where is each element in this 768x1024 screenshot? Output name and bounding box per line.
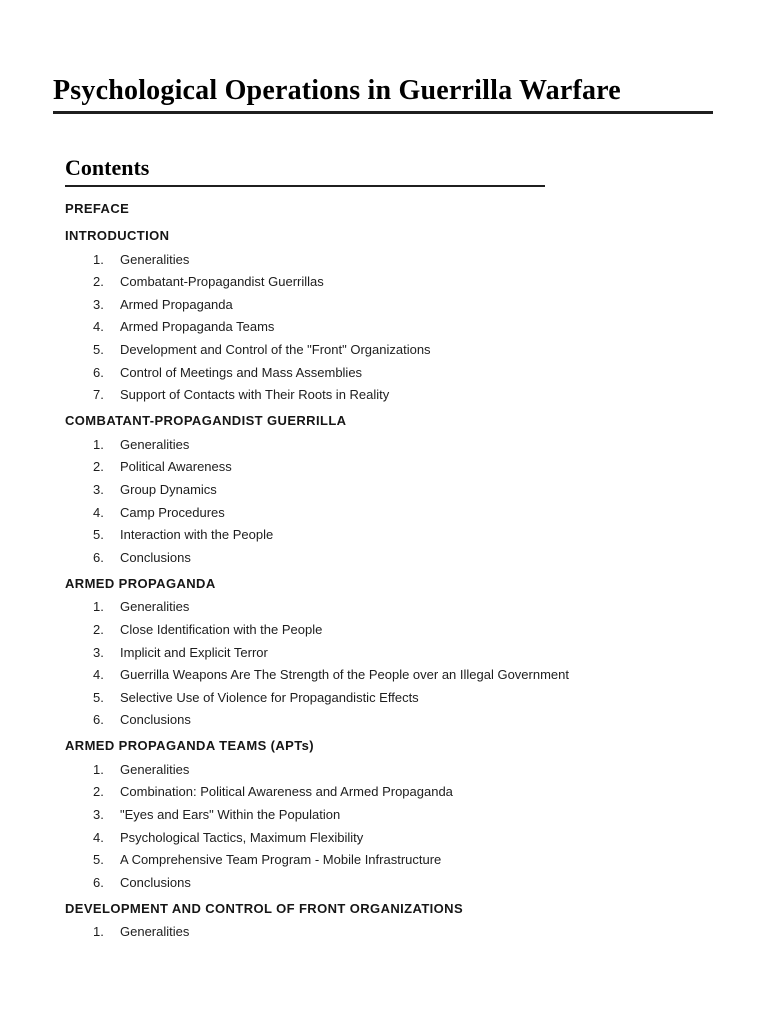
toc-item-number: 2. [93, 274, 104, 290]
toc-item-number: 4. [93, 829, 104, 845]
toc-item-label: Generalities [120, 436, 190, 452]
toc-item [65, 253, 738, 266]
toc-item [65, 831, 738, 844]
toc-item-number: 1. [93, 251, 104, 267]
toc-item-label: Generalities [120, 924, 190, 940]
toc-item-label: Combination: Political Awareness and Armed Propaganda [120, 784, 453, 800]
toc-item [65, 785, 738, 798]
toc-section-heading: COMBATANT-PROPAGANDIST GUERRILLA [65, 413, 347, 429]
toc-item-label: Conclusions [120, 549, 191, 565]
toc-item-label: Close Identification with the People [120, 621, 323, 637]
toc-item-label: Selective Use of Violence for Propagandistic Effects [120, 689, 419, 705]
toc-item [65, 438, 738, 451]
toc-item [65, 623, 738, 636]
toc-section-heading: ARMED PROPAGANDA TEAMS (APTs) [65, 738, 314, 754]
toc-item [65, 483, 738, 496]
toc-item-label: "Eyes and Ears" Within the Population [120, 807, 341, 823]
toc-item-number: 5. [93, 852, 104, 868]
toc-item-number: 1. [93, 436, 104, 452]
toc-item [65, 551, 738, 564]
toc-item-label: Armed Propaganda Teams [120, 319, 275, 335]
toc-item [65, 668, 738, 681]
toc-item-label: A Comprehensive Team Program - Mobile Infrastructure [120, 852, 442, 868]
toc-item-label: Conclusions [120, 874, 191, 890]
toc-item-label: Psychological Tactics, Maximum Flexibility [120, 829, 364, 845]
toc-item-label: Support of Contacts with Their Roots in Reality [120, 387, 390, 403]
toc-item-number: 3. [93, 481, 104, 497]
toc-item [65, 343, 738, 356]
toc-item [65, 808, 738, 821]
toc-item-number: 6. [93, 549, 104, 565]
toc-item-label: Armed Propaganda [120, 296, 233, 312]
toc-item-number: 7. [93, 387, 104, 403]
toc-item [65, 298, 738, 311]
toc-item-label: Political Awareness [120, 459, 232, 475]
toc-item-label: Generalities [120, 761, 190, 777]
toc-item-number: 5. [93, 341, 104, 357]
toc-item-label: Generalities [120, 599, 190, 615]
toc-item-number: 4. [93, 667, 104, 683]
toc-item [65, 366, 738, 379]
toc-item-label: Guerrilla Weapons Are The Strength of the People over an Illegal Government [120, 667, 570, 683]
toc-item [65, 713, 738, 726]
toc-item-number: 5. [93, 689, 104, 705]
toc-item-number: 6. [93, 364, 104, 380]
toc-item-label: Camp Procedures [120, 504, 225, 520]
toc-item [65, 528, 738, 541]
toc-item [65, 320, 738, 333]
toc-item-number: 3. [93, 296, 104, 312]
toc-section-heading: DEVELOPMENT AND CONTROL OF FRONT ORGANIZATIONS [65, 900, 464, 916]
toc-item [65, 506, 738, 519]
table-of-contents [65, 188, 738, 938]
toc-item-number: 6. [93, 712, 104, 728]
toc-item-number: 2. [93, 459, 104, 475]
toc-item-number: 6. [93, 874, 104, 890]
toc-item-number: 2. [93, 621, 104, 637]
contents-heading: Contents [65, 155, 545, 187]
toc-item-number: 1. [93, 599, 104, 615]
toc-item [65, 925, 738, 938]
toc-section-heading: ARMED PROPAGANDA [65, 575, 216, 591]
toc-item-number: 5. [93, 527, 104, 543]
toc-item-number: 4. [93, 504, 104, 520]
toc-item-number: 1. [93, 924, 104, 940]
toc-item-label: Development and Control of the "Front" Organizations [120, 341, 431, 357]
toc-item-label: Combatant-Propagandist Guerrillas [120, 274, 324, 290]
toc-item-number: 1. [93, 761, 104, 777]
toc-item [65, 460, 738, 473]
toc-item [65, 646, 738, 659]
toc-item [65, 853, 738, 866]
toc-item [65, 275, 738, 288]
toc-item-label: Conclusions [120, 712, 191, 728]
toc-item-label: Group Dynamics [120, 481, 217, 497]
toc-item-number: 2. [93, 784, 104, 800]
toc-section-heading: INTRODUCTION [65, 228, 170, 243]
toc-section-heading: PREFACE [65, 201, 130, 216]
toc-item-number: 4. [93, 319, 104, 335]
toc-item-label: Control of Meetings and Mass Assemblies [120, 364, 363, 380]
toc-item-label: Generalities [120, 251, 190, 267]
toc-item [65, 763, 738, 776]
toc-item-number: 3. [93, 644, 104, 660]
toc-item [65, 876, 738, 889]
toc-item-label: Interaction with the People [120, 527, 274, 543]
toc-item-label: Implicit and Explicit Terror [120, 644, 268, 660]
toc-item-number: 3. [93, 807, 104, 823]
toc-item [65, 388, 738, 401]
toc-item [65, 691, 738, 704]
document-title: Psychological Operations in Guerrilla Warfare [53, 75, 713, 114]
toc-item [65, 600, 738, 613]
